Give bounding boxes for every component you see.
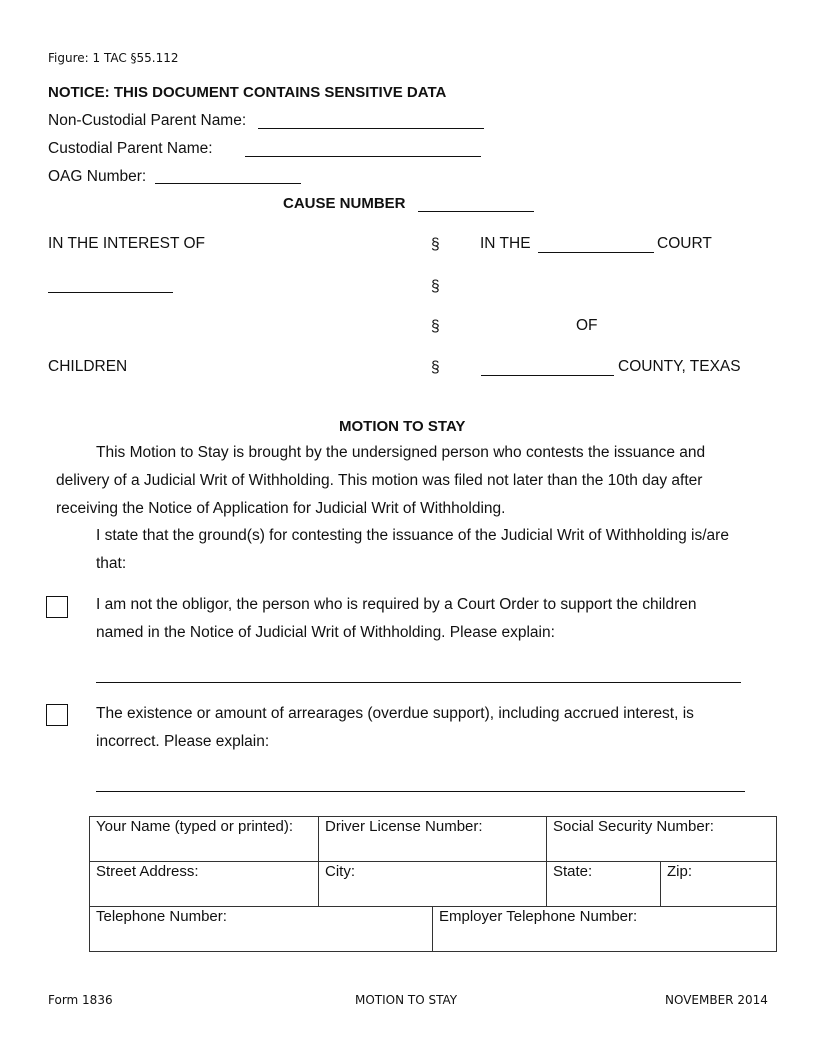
zip-cell[interactable]: Zip: — [661, 862, 777, 907]
oag-number-label: OAG Number: — [48, 168, 147, 185]
your-name-cell[interactable]: Your Name (typed or printed): — [90, 817, 319, 862]
city-cell[interactable]: City: — [319, 862, 547, 907]
arrearages-checkbox[interactable] — [46, 704, 68, 726]
ssn-cell[interactable]: Social Security Number: — [547, 817, 777, 862]
section-symbol-2: § — [431, 278, 440, 295]
custodial-parent-field[interactable] — [245, 156, 481, 157]
non-custodial-parent-field[interactable] — [258, 128, 484, 129]
driver-license-cell[interactable]: Driver License Number: — [319, 817, 547, 862]
county-texas-label: COUNTY, TEXAS — [618, 358, 741, 375]
street-address-cell[interactable]: Street Address: — [90, 862, 319, 907]
of-label: OF — [576, 317, 598, 334]
telephone-cell[interactable]: Telephone Number: — [90, 907, 433, 952]
section-symbol-4: § — [431, 359, 440, 376]
footer-title: MOTION TO STAY — [355, 993, 458, 1007]
state-cell[interactable]: State: — [547, 862, 661, 907]
in-the-label: IN THE — [480, 235, 531, 252]
in-the-interest-of: IN THE INTEREST OF — [48, 235, 206, 252]
motion-paragraph-1: This Motion to Stay is brought by the undersigned person who contests the issuance and delivery of a Judicial Writ of Withholding. This motion was filed not later than the 10th day after receiving the Notice of Application for Judicial Writ of Withholding. — [56, 444, 706, 517]
section-symbol-3: § — [431, 318, 440, 335]
contact-info-table — [89, 816, 777, 952]
arrearages-explanation-line[interactable] — [96, 791, 745, 792]
not-obligor-text: I am not the obligor, the person who is required by a Court Order to support the children named in the Notice of Judicial Writ of Withholding. Please explain: — [96, 596, 697, 641]
child-name-field[interactable] — [48, 292, 173, 293]
motion-paragraph-2: I state that the ground(s) for contesting the issuance of the Judicial Writ of Withholding is/are that: — [96, 527, 729, 572]
custodial-parent-label: Custodial Parent Name: — [48, 140, 213, 157]
not-obligor-explanation-line[interactable] — [96, 682, 741, 683]
footer-form-number: Form 1836 — [48, 993, 113, 1007]
court-field[interactable] — [538, 252, 654, 253]
cause-number-field[interactable] — [418, 211, 534, 212]
figure-reference: Figure: 1 TAC §55.112 — [48, 51, 179, 65]
arrearages-text: The existence or amount of arrearages (overdue support), including accrued interest, is incorrect. Please explain: — [96, 705, 694, 750]
non-custodial-parent-label: Non-Custodial Parent Name: — [48, 112, 247, 129]
table-row — [90, 862, 777, 907]
sensitive-data-notice: NOTICE: THIS DOCUMENT CONTAINS SENSITIVE DATA — [48, 84, 447, 101]
not-obligor-checkbox[interactable] — [46, 596, 68, 618]
cause-number-label: CAUSE NUMBER — [283, 195, 406, 212]
footer-date: NOVEMBER 2014 — [665, 993, 768, 1007]
oag-number-field[interactable] — [155, 183, 301, 184]
section-symbol-1: § — [431, 236, 440, 253]
table-row — [90, 907, 777, 952]
motion-title: MOTION TO STAY — [339, 418, 466, 435]
children-label: CHILDREN — [48, 358, 128, 375]
county-field[interactable] — [481, 375, 614, 376]
table-row — [90, 817, 777, 862]
employer-telephone-cell[interactable]: Employer Telephone Number: — [433, 907, 777, 952]
court-label: COURT — [657, 235, 712, 252]
